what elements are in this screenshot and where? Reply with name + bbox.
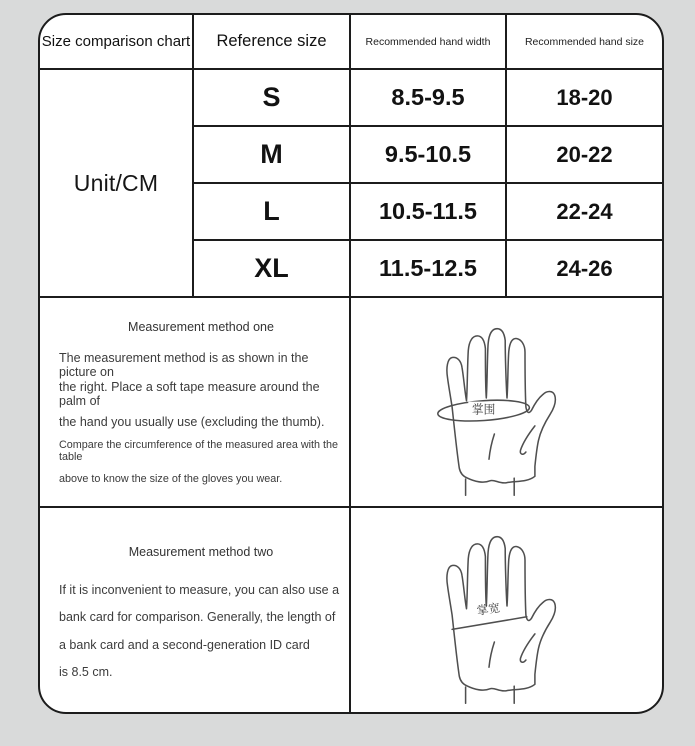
hand-width-l: 10.5-11.5: [351, 184, 507, 239]
palm-circumference-label: 掌围: [471, 401, 495, 416]
method-one-body: [59, 351, 343, 494]
method-one-line: the hand you usually use (excluding the thumb).: [59, 415, 325, 430]
size-label-l: L: [194, 184, 351, 239]
method-one-line: The measurement method is as shown in the picture on: [59, 351, 309, 380]
measurement-method-one-section: [40, 298, 662, 508]
size-label-s: S: [194, 70, 351, 125]
hand-width-xl: 11.5-12.5: [351, 241, 507, 296]
method-two-line: a bank card and a second-generation ID card: [59, 637, 310, 652]
header-recommended-hand-size: Recommended hand size: [524, 35, 645, 48]
method-two-illustration-cell: [351, 508, 662, 712]
method-one-title: Measurement method one: [128, 319, 274, 334]
hand-size-xl: 24-26: [556, 255, 613, 281]
table-row: [194, 241, 662, 296]
method-one-line: the right. Place a soft tape measure around the palm of: [59, 379, 320, 408]
method-one-line: above to know the size of the gloves you wear.: [59, 473, 283, 486]
table-row: [194, 184, 662, 241]
size-label-xl: XL: [194, 241, 351, 296]
hand-width-m: 9.5-10.5: [351, 127, 507, 182]
method-two-line: bank card for comparison. Generally, the length of: [59, 610, 336, 625]
header-size-comparison-chart: Size comparison chart: [40, 15, 194, 68]
measurement-method-two-section: [40, 508, 662, 712]
method-two-line: If it is inconvenient to measure, you can also use a: [59, 582, 340, 597]
method-two-body: [59, 576, 343, 686]
header-reference-size: Reference size: [194, 15, 351, 68]
size-label-m: M: [194, 127, 351, 182]
size-table-body: [40, 70, 662, 298]
table-header-row: [40, 15, 662, 70]
size-rows: [194, 70, 662, 296]
size-chart-panel: [38, 13, 664, 714]
hand-palm-width-illustration: [426, 516, 588, 705]
method-two-text: [40, 508, 351, 712]
palm-width-label: 掌宽: [475, 600, 501, 618]
hand-size-l: 22-24: [556, 198, 613, 224]
method-one-line: Compare the circumference of the measured area with the table: [59, 438, 339, 463]
unit-label: Unit/CM: [40, 70, 194, 296]
hand-size-m: 20-22: [556, 141, 613, 167]
method-two-title: Measurement method two: [128, 544, 274, 559]
table-row: [194, 127, 662, 184]
hand-size-s: 18-20: [556, 84, 613, 110]
method-one-text: [40, 298, 351, 506]
hand-palm-circumference-illustration: [426, 308, 588, 497]
method-one-illustration-cell: [351, 298, 662, 506]
method-two-line: is 8.5 cm.: [59, 665, 113, 680]
hand-width-s: 8.5-9.5: [351, 70, 507, 125]
header-recommended-hand-width: Recommended hand width: [351, 15, 507, 68]
table-row: [194, 70, 662, 127]
